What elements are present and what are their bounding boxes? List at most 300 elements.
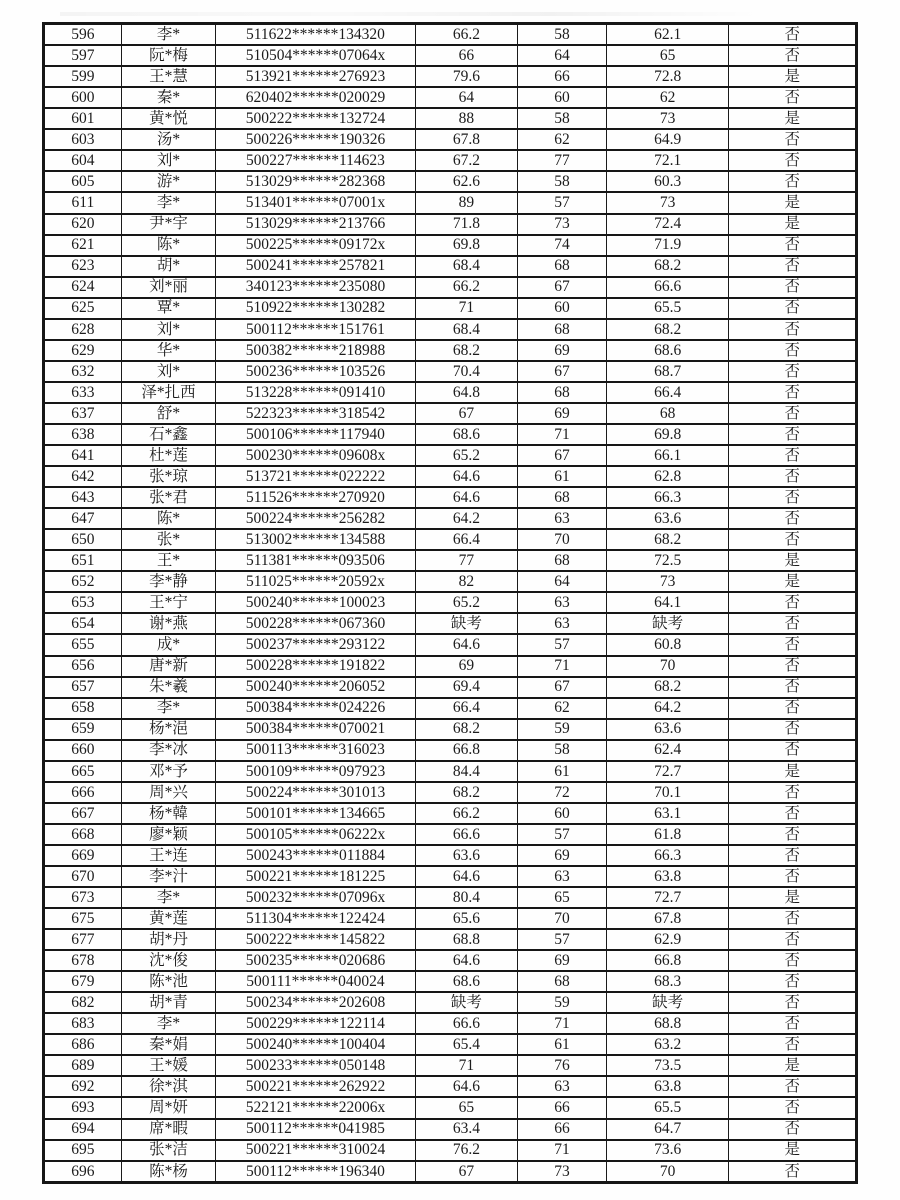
cell-interview-score: 60 [518,803,607,824]
cell-interview-score: 70 [518,529,607,550]
cell-interview-score: 76 [518,1055,607,1076]
cell-name: 李*冰 [121,740,216,761]
cell-total-score: 66.3 [606,845,729,866]
cell-name: 陈* [121,235,216,256]
cell-name: 汤* [121,129,216,150]
cell-written-score: 64.6 [415,950,518,971]
cell-total-score: 68.2 [606,529,729,550]
cell-name: 胡* [121,256,216,277]
cell-id-number: 500233******050148 [216,1055,415,1076]
cell-total-score: 72.7 [606,887,729,908]
cell-name: 阮*梅 [121,45,216,66]
cell-pass-flag: 否 [729,971,857,992]
cell-serial-number: 656 [44,656,122,677]
table-row [44,1055,857,1076]
cell-total-score: 61.8 [606,824,729,845]
cell-id-number: 500112******196340 [216,1161,415,1183]
cell-id-number: 500237******293122 [216,634,415,655]
cell-name: 刘* [121,150,216,171]
cell-written-score: 68.4 [415,319,518,340]
cell-interview-score: 58 [518,171,607,192]
cell-id-number: 620402******020029 [216,87,415,108]
cell-written-score: 64.6 [415,1076,518,1097]
cell-pass-flag: 否 [729,592,857,613]
cell-serial-number: 643 [44,487,122,508]
cell-pass-flag: 是 [729,571,857,592]
cell-total-score: 68.2 [606,319,729,340]
cell-name: 华* [121,340,216,361]
cell-total-score: 63.6 [606,508,729,529]
cell-serial-number: 637 [44,403,122,424]
cell-interview-score: 68 [518,487,607,508]
cell-interview-score: 68 [518,319,607,340]
cell-total-score: 70 [606,656,729,677]
cell-written-score: 71.8 [415,214,518,235]
cell-id-number: 511526******270920 [216,487,415,508]
cell-serial-number: 683 [44,1013,122,1034]
cell-serial-number: 655 [44,634,122,655]
cell-serial-number: 620 [44,214,122,235]
cell-pass-flag: 否 [729,950,857,971]
cell-serial-number: 686 [44,1034,122,1055]
cell-id-number: 500227******114623 [216,150,415,171]
cell-serial-number: 641 [44,445,122,466]
cell-id-number: 522121******22006x [216,1097,415,1118]
cell-pass-flag: 否 [729,1161,857,1183]
table-row [44,656,857,677]
cell-id-number: 513029******213766 [216,214,415,235]
cell-written-score: 80.4 [415,887,518,908]
cell-id-number: 500112******151761 [216,319,415,340]
cell-serial-number: 605 [44,171,122,192]
cell-total-score: 65 [606,45,729,66]
cell-name: 秦*娟 [121,1034,216,1055]
cell-written-score: 66.4 [415,529,518,550]
table-row [44,1076,857,1097]
cell-total-score: 68 [606,403,729,424]
table-row [44,1161,857,1183]
cell-written-score: 68.4 [415,256,518,277]
cell-written-score: 65.6 [415,908,518,929]
cell-name: 徐*淇 [121,1076,216,1097]
table-row [44,24,857,46]
cell-written-score: 65 [415,1097,518,1118]
cell-total-score: 66.6 [606,277,729,298]
table-row [44,1097,857,1118]
cell-id-number: 500225******09172x [216,235,415,256]
cell-pass-flag: 否 [729,1013,857,1034]
cell-written-score: 82 [415,571,518,592]
cell-written-score: 64.6 [415,634,518,655]
cell-id-number: 500384******024226 [216,698,415,719]
cell-pass-flag: 否 [729,403,857,424]
cell-pass-flag: 否 [729,866,857,887]
cell-pass-flag: 否 [729,466,857,487]
cell-name: 邓*予 [121,761,216,782]
cell-pass-flag: 否 [729,634,857,655]
cell-id-number: 500224******256282 [216,508,415,529]
cell-id-number: 500241******257821 [216,256,415,277]
cell-total-score: 62 [606,87,729,108]
cell-interview-score: 60 [518,298,607,319]
cell-total-score: 68.7 [606,361,729,382]
cell-name: 朱*羲 [121,677,216,698]
cell-id-number: 500230******09608x [216,445,415,466]
cell-pass-flag: 否 [729,529,857,550]
cell-total-score: 73 [606,108,729,129]
cell-interview-score: 59 [518,992,607,1013]
cell-pass-flag: 否 [729,171,857,192]
cell-id-number: 513401******07001x [216,192,415,213]
cell-id-number: 500224******301013 [216,782,415,803]
cell-total-score: 70.1 [606,782,729,803]
cell-interview-score: 58 [518,740,607,761]
cell-written-score: 62.6 [415,171,518,192]
cell-serial-number: 597 [44,45,122,66]
cell-id-number: 500232******07096x [216,887,415,908]
cell-written-score: 68.8 [415,929,518,950]
cell-pass-flag: 是 [729,1055,857,1076]
cell-name: 张*君 [121,487,216,508]
cell-total-score: 68.6 [606,340,729,361]
cell-name: 周*兴 [121,782,216,803]
cell-serial-number: 693 [44,1097,122,1118]
table-row [44,803,857,824]
cell-written-score: 88 [415,108,518,129]
cell-id-number: 340123******235080 [216,277,415,298]
cell-interview-score: 66 [518,1119,607,1140]
cell-id-number: 500382******218988 [216,340,415,361]
cell-total-score: 72.7 [606,761,729,782]
cell-id-number: 500111******040024 [216,971,415,992]
cell-pass-flag: 否 [729,824,857,845]
cell-serial-number: 611 [44,192,122,213]
cell-total-score: 63.6 [606,719,729,740]
cell-total-score: 73.5 [606,1055,729,1076]
cell-written-score: 69 [415,656,518,677]
cell-pass-flag: 否 [729,340,857,361]
cell-serial-number: 696 [44,1161,122,1183]
cell-name: 廖*颖 [121,824,216,845]
cell-pass-flag: 否 [729,235,857,256]
cell-pass-flag: 是 [729,214,857,235]
cell-serial-number: 675 [44,908,122,929]
cell-written-score: 67 [415,403,518,424]
cell-name: 石*鑫 [121,424,216,445]
cell-written-score: 66.2 [415,24,518,46]
cell-total-score: 72.5 [606,550,729,571]
cell-serial-number: 659 [44,719,122,740]
table-row [44,824,857,845]
cell-total-score: 63.8 [606,1076,729,1097]
cell-interview-score: 67 [518,445,607,466]
cell-id-number: 500240******206052 [216,677,415,698]
cell-interview-score: 73 [518,1161,607,1183]
cell-written-score: 63.6 [415,845,518,866]
table-row [44,445,857,466]
cell-name: 张* [121,529,216,550]
table-row [44,1013,857,1034]
cell-pass-flag: 否 [729,719,857,740]
cell-total-score: 67.8 [606,908,729,929]
cell-serial-number: 692 [44,1076,122,1097]
cell-total-score: 73 [606,192,729,213]
cell-id-number: 513921******276923 [216,66,415,87]
cell-id-number: 500106******117940 [216,424,415,445]
cell-name: 尹*宇 [121,214,216,235]
table-row [44,719,857,740]
cell-total-score: 68.8 [606,1013,729,1034]
cell-total-score: 64.2 [606,698,729,719]
cell-written-score: 64.6 [415,866,518,887]
cell-id-number: 513002******134588 [216,529,415,550]
table-row [44,214,857,235]
table-row [44,740,857,761]
cell-name: 黄*悦 [121,108,216,129]
cell-pass-flag: 否 [729,992,857,1013]
cell-interview-score: 64 [518,45,607,66]
cell-interview-score: 58 [518,108,607,129]
cell-total-score: 73 [606,571,729,592]
cell-name: 陈*杨 [121,1161,216,1183]
cell-interview-score: 62 [518,698,607,719]
cell-serial-number: 670 [44,866,122,887]
cell-name: 覃* [121,298,216,319]
cell-total-score: 缺考 [606,613,729,634]
cell-serial-number: 678 [44,950,122,971]
cell-serial-number: 596 [44,24,122,46]
cell-serial-number: 651 [44,550,122,571]
cell-id-number: 500221******310024 [216,1140,415,1161]
cell-total-score: 72.8 [606,66,729,87]
cell-id-number: 500222******145822 [216,929,415,950]
table-row [44,403,857,424]
cell-pass-flag: 否 [729,424,857,445]
cell-written-score: 63.4 [415,1119,518,1140]
cell-serial-number: 624 [44,277,122,298]
cell-total-score: 65.5 [606,1097,729,1118]
cell-interview-score: 63 [518,508,607,529]
cell-id-number: 500240******100404 [216,1034,415,1055]
table-row [44,129,857,150]
cell-interview-score: 68 [518,382,607,403]
cell-interview-score: 61 [518,761,607,782]
cell-pass-flag: 否 [729,698,857,719]
table-row [44,256,857,277]
cell-pass-flag: 否 [729,382,857,403]
cell-interview-score: 61 [518,466,607,487]
cell-written-score: 66.2 [415,277,518,298]
cell-id-number: 500243******011884 [216,845,415,866]
cell-total-score: 69.8 [606,424,729,445]
cell-serial-number: 654 [44,613,122,634]
cell-serial-number: 601 [44,108,122,129]
cell-total-score: 68.2 [606,677,729,698]
cell-id-number: 500228******191822 [216,656,415,677]
cell-written-score: 65.2 [415,592,518,613]
cell-serial-number: 603 [44,129,122,150]
cell-name: 李* [121,192,216,213]
cell-name: 泽*扎西 [121,382,216,403]
cell-pass-flag: 否 [729,908,857,929]
cell-total-score: 66.8 [606,950,729,971]
table-row [44,950,857,971]
cell-serial-number: 660 [44,740,122,761]
cell-total-score: 缺考 [606,992,729,1013]
cell-interview-score: 71 [518,1140,607,1161]
cell-written-score: 69.4 [415,677,518,698]
cell-id-number: 500240******100023 [216,592,415,613]
cell-serial-number: 638 [44,424,122,445]
cell-pass-flag: 否 [729,845,857,866]
cell-name: 陈* [121,508,216,529]
table-row [44,845,857,866]
cell-id-number: 511381******093506 [216,550,415,571]
cell-name: 秦* [121,87,216,108]
cell-interview-score: 69 [518,340,607,361]
cell-name: 沈*俊 [121,950,216,971]
table-row [44,424,857,445]
cell-interview-score: 59 [518,719,607,740]
cell-interview-score: 72 [518,782,607,803]
cell-name: 王*连 [121,845,216,866]
cell-serial-number: 682 [44,992,122,1013]
cell-name: 周*妍 [121,1097,216,1118]
table-row [44,571,857,592]
table-row [44,235,857,256]
table-row [44,550,857,571]
table-row [44,382,857,403]
cell-total-score: 66.3 [606,487,729,508]
cell-pass-flag: 是 [729,550,857,571]
cell-interview-score: 63 [518,613,607,634]
cell-interview-score: 71 [518,424,607,445]
cell-interview-score: 71 [518,1013,607,1034]
cell-written-score: 64.6 [415,487,518,508]
cell-interview-score: 67 [518,361,607,382]
cell-total-score: 62.8 [606,466,729,487]
cell-name: 唐*新 [121,656,216,677]
cell-written-score: 64.8 [415,382,518,403]
table-row [44,908,857,929]
table-row [44,1119,857,1140]
cell-interview-score: 69 [518,950,607,971]
cell-id-number: 500229******122114 [216,1013,415,1034]
cell-pass-flag: 否 [729,613,857,634]
cell-interview-score: 67 [518,277,607,298]
table-row [44,866,857,887]
cell-id-number: 500112******041985 [216,1119,415,1140]
cell-pass-flag: 否 [729,277,857,298]
cell-id-number: 500113******316023 [216,740,415,761]
cell-interview-score: 57 [518,929,607,950]
cell-name: 李* [121,698,216,719]
cell-written-score: 76.2 [415,1140,518,1161]
cell-serial-number: 668 [44,824,122,845]
cell-written-score: 66.2 [415,803,518,824]
table-row [44,171,857,192]
table-row [44,66,857,87]
cell-written-score: 70.4 [415,361,518,382]
table-row [44,487,857,508]
table-row [44,634,857,655]
cell-id-number: 510922******130282 [216,298,415,319]
cell-interview-score: 69 [518,845,607,866]
cell-interview-score: 63 [518,1076,607,1097]
cell-interview-score: 73 [518,214,607,235]
cell-serial-number: 599 [44,66,122,87]
cell-pass-flag: 是 [729,1140,857,1161]
cell-written-score: 79.6 [415,66,518,87]
cell-total-score: 62.9 [606,929,729,950]
cell-written-score: 68.6 [415,971,518,992]
table-row [44,108,857,129]
cell-id-number: 500234******202608 [216,992,415,1013]
cell-id-number: 500221******181225 [216,866,415,887]
cell-total-score: 62.4 [606,740,729,761]
cell-written-score: 68.2 [415,782,518,803]
cell-written-score: 64.2 [415,508,518,529]
cell-serial-number: 628 [44,319,122,340]
cell-pass-flag: 否 [729,656,857,677]
cell-id-number: 500105******06222x [216,824,415,845]
cell-id-number: 500101******134665 [216,803,415,824]
cell-written-score: 65.2 [415,445,518,466]
cell-id-number: 500384******070021 [216,719,415,740]
score-table [42,22,858,1184]
cell-interview-score: 57 [518,824,607,845]
cell-pass-flag: 否 [729,1119,857,1140]
cell-id-number: 510504******07064x [216,45,415,66]
table-row [44,45,857,66]
table-row [44,1140,857,1161]
cell-id-number: 511025******20592x [216,571,415,592]
cell-interview-score: 61 [518,1034,607,1055]
cell-total-score: 62.1 [606,24,729,46]
table-row [44,592,857,613]
cell-serial-number: 679 [44,971,122,992]
scan-artifact [60,12,760,16]
cell-interview-score: 68 [518,550,607,571]
cell-name: 李*静 [121,571,216,592]
cell-pass-flag: 是 [729,887,857,908]
cell-id-number: 511304******122424 [216,908,415,929]
table-row [44,782,857,803]
cell-written-score: 89 [415,192,518,213]
cell-serial-number: 658 [44,698,122,719]
cell-total-score: 64.7 [606,1119,729,1140]
cell-interview-score: 67 [518,677,607,698]
cell-pass-flag: 否 [729,677,857,698]
cell-name: 黄*莲 [121,908,216,929]
cell-interview-score: 68 [518,256,607,277]
table-row [44,677,857,698]
cell-name: 成* [121,634,216,655]
cell-pass-flag: 否 [729,298,857,319]
table-row [44,319,857,340]
cell-written-score: 65.4 [415,1034,518,1055]
cell-serial-number: 604 [44,150,122,171]
cell-total-score: 60.3 [606,171,729,192]
cell-serial-number: 677 [44,929,122,950]
cell-written-score: 缺考 [415,613,518,634]
cell-pass-flag: 否 [729,45,857,66]
table-row [44,150,857,171]
cell-total-score: 66.4 [606,382,729,403]
cell-name: 李*汁 [121,866,216,887]
table-row [44,761,857,782]
cell-serial-number: 653 [44,592,122,613]
